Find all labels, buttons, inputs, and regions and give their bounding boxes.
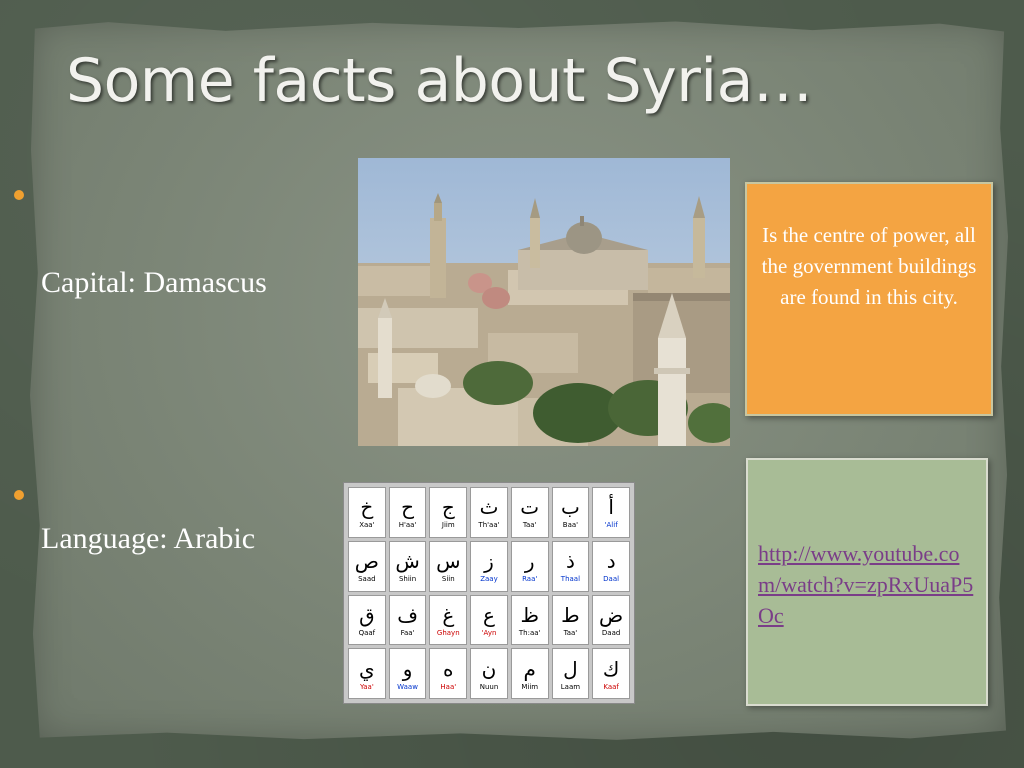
- arabic-letter: ث: [479, 495, 499, 520]
- alphabet-letter-cell: [511, 648, 549, 699]
- alphabet-letter-cell: [511, 595, 549, 646]
- alphabet-letter-cell: [592, 487, 630, 538]
- video-link-box: [746, 458, 988, 706]
- arabic-letter: م: [523, 656, 536, 681]
- alphabet-letter-cell: [511, 487, 549, 538]
- alphabet-letter-cell: [552, 648, 590, 699]
- letter-transliteration: Miim: [521, 682, 539, 691]
- letter-transliteration: 'Ayn: [481, 628, 497, 637]
- arabic-letter: ش: [395, 549, 420, 574]
- letter-transliteration: Shiin: [398, 575, 417, 584]
- letter-transliteration: Th'aa': [478, 521, 500, 530]
- alphabet-letter-cell: [429, 595, 467, 646]
- alphabet-letter-cell: [592, 595, 630, 646]
- letter-transliteration: Zaay: [480, 575, 498, 584]
- alphabet-letter-cell: [348, 487, 386, 538]
- letter-transliteration: Siin: [441, 575, 455, 584]
- arabic-letter: ه: [443, 656, 454, 681]
- alphabet-letter-cell: [429, 541, 467, 592]
- arabic-letter: ج: [441, 495, 455, 520]
- letter-transliteration: Ghayn: [436, 628, 460, 637]
- alphabet-letter-cell: [592, 541, 630, 592]
- alphabet-letter-cell: [348, 595, 386, 646]
- arabic-letter: ظ: [520, 602, 539, 627]
- arabic-letter: غ: [442, 602, 455, 627]
- capital-note-text: Is the centre of power, all the government buildings are found in this city.: [761, 223, 977, 309]
- letter-transliteration: Taa': [563, 628, 578, 637]
- bullet-dot-icon: [14, 490, 24, 500]
- arabic-letter: ن: [481, 656, 497, 681]
- letter-transliteration: Saad: [358, 575, 376, 584]
- arabic-letter: خ: [360, 495, 374, 520]
- bullet-dot-icon: [14, 190, 24, 200]
- language-text: Language: Arabic: [41, 522, 256, 555]
- letter-transliteration: Qaaf: [358, 628, 376, 637]
- alphabet-letter-cell: [348, 541, 386, 592]
- arabic-letter: ي: [359, 656, 375, 681]
- arabic-letter: ر: [524, 549, 535, 574]
- arabic-letter: ح: [401, 495, 415, 520]
- arabic-letter: ط: [561, 602, 580, 627]
- alphabet-letter-cell: [429, 487, 467, 538]
- damascus-skyline-image: [358, 158, 730, 446]
- alphabet-letter-cell: [348, 648, 386, 699]
- capital-note-box: [745, 182, 993, 416]
- letter-transliteration: Daad: [601, 628, 621, 637]
- letter-transliteration: Taa': [522, 521, 537, 530]
- arabic-letter: د: [606, 549, 616, 574]
- capital-text: Capital: Damascus: [41, 266, 267, 299]
- youtube-link[interactable]: http://www.youtube.com/watch?v=zpRxUuaP5Oc: [758, 541, 974, 628]
- letter-transliteration: Raa': [522, 575, 538, 584]
- letter-transliteration: Th:aa': [518, 628, 541, 637]
- arabic-letter: ع: [483, 602, 495, 627]
- arabic-letter: ك: [602, 656, 620, 681]
- alphabet-letter-cell: [470, 595, 508, 646]
- arabic-letter: ض: [599, 602, 624, 627]
- letter-transliteration: Nuun: [479, 682, 499, 691]
- alphabet-letter-cell: [552, 541, 590, 592]
- letter-transliteration: H'aa': [398, 521, 417, 530]
- arabic-letter: ذ: [565, 549, 575, 574]
- letter-transliteration: Waaw: [397, 682, 418, 691]
- alphabet-letter-cell: [552, 487, 590, 538]
- letter-transliteration: Daal: [603, 575, 620, 584]
- alphabet-letter-cell: [389, 487, 427, 538]
- letter-transliteration: Baa': [562, 521, 579, 530]
- letter-transliteration: Kaaf: [603, 682, 619, 691]
- damascus-photo: [358, 158, 730, 446]
- slide-title: Some facts about Syria…: [66, 46, 813, 116]
- arabic-letter: ق: [359, 602, 375, 627]
- alphabet-letter-cell: [511, 541, 549, 592]
- alphabet-letter-cell: [389, 541, 427, 592]
- arabic-alphabet-chart: [343, 482, 635, 704]
- letter-transliteration: Yaa': [359, 682, 374, 691]
- letter-transliteration: Xaa': [359, 521, 375, 530]
- arabic-letter: ز: [484, 549, 494, 574]
- arabic-letter: أ: [608, 495, 614, 520]
- arabic-letter: ص: [354, 549, 379, 574]
- alphabet-letter-cell: [470, 541, 508, 592]
- letter-transliteration: 'Alif: [604, 521, 618, 530]
- arabic-letter: ب: [561, 495, 580, 520]
- letter-transliteration: Faa': [400, 628, 415, 637]
- alphabet-letter-cell: [470, 487, 508, 538]
- arabic-letter: س: [436, 549, 461, 574]
- arabic-letter: ت: [520, 495, 540, 520]
- alphabet-letter-cell: [389, 595, 427, 646]
- arabic-letter: ل: [563, 656, 578, 681]
- letter-transliteration: Laam: [560, 682, 581, 691]
- alphabet-letter-cell: [552, 595, 590, 646]
- letter-transliteration: Jiim: [441, 521, 455, 530]
- alphabet-letter-cell: [470, 648, 508, 699]
- letter-transliteration: Thaal: [560, 575, 581, 584]
- letter-transliteration: Haa': [440, 682, 457, 691]
- arabic-letter: ف: [397, 602, 418, 627]
- alphabet-letter-cell: [429, 648, 467, 699]
- arabic-letter: و: [402, 656, 413, 681]
- alphabet-letter-cell: [592, 648, 630, 699]
- alphabet-letter-cell: [389, 648, 427, 699]
